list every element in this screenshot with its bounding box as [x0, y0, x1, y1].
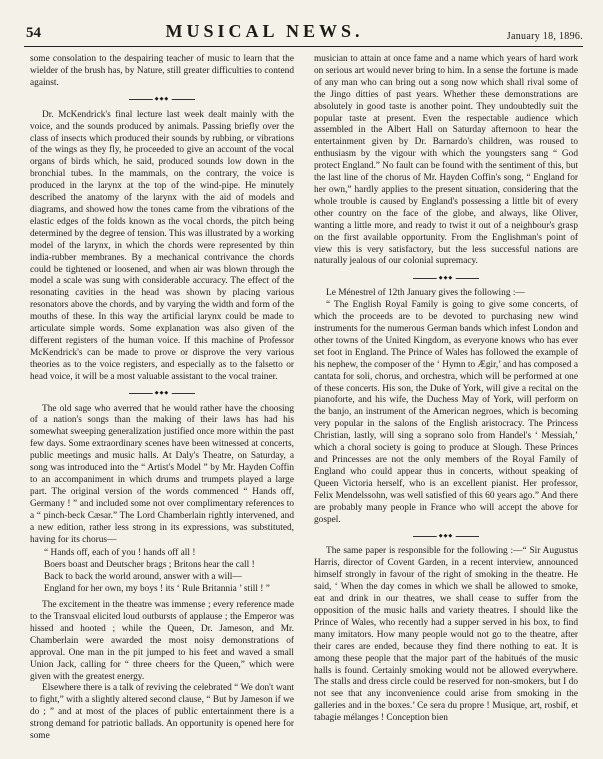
song-chorus — [44, 548, 294, 596]
masthead-title: MUSICAL NEWS. — [165, 21, 364, 41]
header-rule — [24, 46, 583, 47]
article-paragraph: musician to attain at once fame and a name which years of hard work on serious art would never bring to him. In a sense the fortune is made of any man who can bring out a song now which shall rival some of the Jingo ditties of past years. Whether these demonstrations are absolutely in good taste is another point. They undoubtedly suit the popular taste at present. Even the respectable audience which assembled in the Albert Hall on Saturday afternoon to hear the entertainment given by Dr. Barnardo's children, was roused to enthusiasm by the vigour with which the youngsters sang “ God protect England.” No fault can be found with the sentiment of this, but the last line of the chorus of Mr. Hayden Coffin's song, “ England for her own,” hardly applies to the present situation, considering that the whole trouble is caused by England's possessing a little bit of every other country on the face of the globe, and always, like Oliver, wanting a little more, and ready to twist it out of a neighbour's grasp on the first available opportunity. From the Englishman's point of view this is very satisfactory, but the less successful nations are naturally jealous of our colonial supremacy. — [314, 54, 578, 267]
issue-date: January 18, 1896. — [506, 31, 583, 42]
verse-line: “ Hands off, each of you ! hands off all ! — [44, 548, 196, 559]
left-column — [30, 54, 294, 743]
quote-intro: Le Ménestrel of 12th January gives the following :— — [326, 288, 525, 299]
page-number: 54 — [26, 25, 41, 41]
quoted-paragraph: “ The English Royal Family is going to give some concerts, of which the proceeds are to be devoted to purchasing new wind instruments for the numerous German bands which infest London and other towns of the United Kingdom, as everyone knows who has ever set foot in England. The Prince of Wales has followed the example of his nephew, the composer of the ‘ Hymn to Ægir,’ and has composed a cantata for soli, chorus, and orchestra, which will be performed at one of these concerts. His son, the Duke of York, will give a recital on the pianoforte, and his wife, the Duchess May of York, will perform on the banjo, an instrument of the American negroes, which is becoming very popular in the salons of the English aristocracy. The Princess Christian, lastly, will sing a soprano solo from Handel's ‘ Messiah,’ which a choral society is going to produce at Slough. These Princes and Princesses are not the only members of the Royal Family of England who could appear thus in concerts, without speaking of Queen Victoria herself, who is an excellent pianist. Her professor, Felix Mendelssohn, was well satisfied of this 60 years ago.” And there are probably many people in France who will accept the above for gospel. — [314, 300, 578, 525]
quoted-paragraph: The same paper is responsible for the following :—“ Sir Augustus Harris, director of Covent Garden, in a recent interview, announced himself strongly in favour of the right of smoking in the theatre. He said, ‘ When the day comes in which we shall be allowed to smoke, eat and drink in our theatres, we shall cease to suffer from the opposition of the music halls and variety theatres. I should like the Prince of Wales, who recently had a supper served in his box, to find many imitators. How many people would not go to the theatre, after their cares are ended, because they find there nothing to eat. It is among these people that the major part of the habitués of the music halls is found. Certainly smoking would not be allowed everywhere. The stalls and dress circle could be reserved for non-smokers, but I do not see that any inconvenience could arise from smoking in the galleries and in the boxes.’ Ce sera du propre ! Musique, art, rosbif, et tabagie mélanges ! Conception bien — [314, 546, 578, 724]
verse-line: England for her own, my boys ! its ‘ Rule Britannia ’ still ! ” — [44, 584, 270, 595]
section-divider — [314, 270, 578, 286]
article-paragraph: Dr. McKendrick's final lecture last week dealt mainly with the voice, and the sounds produced by animals. Passing briefly over the class of insects which produced their sounds by rubbing, or vibrations of the wings as they fly, he proceeded to give an account of the vocal organs of birds which, he said, produced sounds low down in the bronchial tubes. In the mammals, on the contrary, the voice is produced in the larynx at the top of the wind-pipe. He minutely described the anatomy of the larynx with the aid of models and diagrams, and showed how the tones came from the vibrations of the elastic edges of the folds known as the vocal chords, the pitch being determined by the degree of tension. This was illustrated by a working model of the larynx, in which the chords were represented by thin india-rubber membranes. By a mechanical contrivance the chords could be tightened or loosened, and when air was blown through the model a scale was sung with considerable accuracy. The effect of the resonating cavities in the head was shown by placing various resonators above the chords, and by varying the width and form of the mouths of these. In this way the artificial larynx could be made to articulate simple words. Some explanation was also given of the different registers of the human voice. If this machine of Professor McKendrick's can be made to prove or disprove the very various theories as to the voice registers, and especially as to the falsetto or head voice, it will be a most valuable assistant to the vocal trainer. — [30, 109, 294, 382]
article-paragraph: The excitement in the theatre was immense ; every reference made to the Transvaal elicited loud outbursts of applause ; the Emperor was hissed and hooted ; while the Queen, Dr. Jameson, and Mr. Chamberlain were awarded the most noisy demonstrations of approval. One man in the pit jumped to his feet and waved a small Union Jack, calling for “ three cheers for the Queen,” which were given with the greatest energy. — [30, 600, 294, 682]
right-column — [314, 54, 578, 725]
section-divider — [30, 386, 294, 402]
verse-line: Back to back the world around, answer with a will— — [44, 572, 242, 583]
article-paragraph: The old sage who averred that he would rather have the choosing of a nation's songs than the making of their laws has had his somewhat sweeping generalization justified once more within the past few days. Some extraordinary scenes have been witnessed at concerts, public meetings and music halls. At Daly's Theatre, on Saturday, a song was introduced into the “ Artist's Model ” by Mr. Hayden Coffin to an accompaniment in which drums and trumpets played a large part. The original version of the words commenced “ Hands off, Germany ! ” and included some not over complimentary references to a “ pinch-beck Cæsar.” The Lord Chamberlain rightly intervened, and a new edition, rather less strong in its expressions, was substituted, having for its chorus— — [30, 403, 294, 545]
section-divider — [30, 92, 294, 108]
section-divider — [314, 528, 578, 544]
verse-line: Boers boast and Deutscher brags ; Britons hear the call ! — [44, 560, 255, 571]
article-paragraph: Elsewhere there is a talk of reviving the celebrated “ We don't want to fight,” with a slightly altered second clause, “ But by Jameson if we do ; ” and at most of the places of public entertainment there is a strong demand for patriotic ballads. An opportunity is opened here for some — [30, 683, 294, 742]
page-header — [26, 12, 583, 42]
article-paragraph: some consolation to the despairing teacher of music to learn that the wielder of the brush has, by Nature, still greater difficulties to contend against. — [30, 54, 294, 88]
